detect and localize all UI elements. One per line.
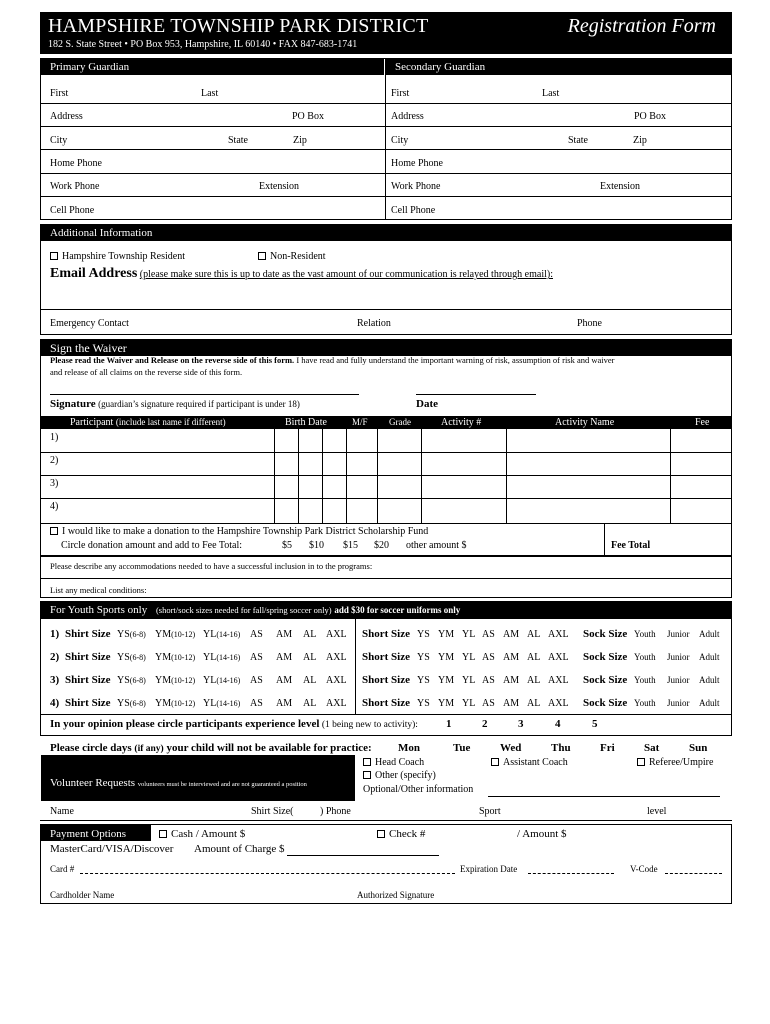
- sock-size-youth[interactable]: Youth: [634, 652, 656, 662]
- youth-short-sock-row: [362, 651, 730, 665]
- experience-label: In your opinion please circle participants experience level: [50, 718, 320, 730]
- donation-line2: Circle donation amount and add to Fee Total:: [61, 540, 243, 551]
- vcode-label: V-Code: [630, 864, 658, 874]
- shirt-size-ym[interactable]: YM(10-12): [155, 629, 196, 640]
- secondary-city-label: City: [391, 135, 409, 146]
- activity-name-header: Activity Name: [555, 417, 615, 428]
- mf-header: M/F: [352, 417, 368, 427]
- shirt-size-al[interactable]: AL: [303, 698, 317, 709]
- email-line[interactable]: [41, 309, 731, 310]
- payment-heading: Payment Options: [50, 828, 127, 840]
- secondary-work-phone-line[interactable]: [386, 196, 731, 197]
- short-size-label: Short Size: [362, 674, 410, 686]
- youth-sports-bold-note: add $30 for soccer uniforms only: [334, 605, 461, 615]
- fee-total-label: Fee Total: [611, 540, 651, 551]
- table-col-divider: [298, 429, 299, 523]
- shirt-size-label: Shirt Size: [65, 674, 111, 686]
- day-wed[interactable]: Wed: [500, 742, 522, 754]
- accommodations-label: Please describe any accommodations needed to have a successful inclusion in to the programs:: [50, 561, 373, 571]
- experience-level-2[interactable]: 2: [482, 718, 488, 730]
- short-size-as[interactable]: AS: [482, 652, 495, 663]
- optional-info-line[interactable]: [488, 796, 720, 797]
- volunteer-info-line[interactable]: [40, 820, 732, 821]
- short-size-yl[interactable]: YL: [462, 629, 476, 640]
- experience-row: [50, 718, 418, 730]
- short-size-label: Short Size: [362, 651, 410, 663]
- cash-label: Cash / Amount $: [171, 828, 246, 840]
- vcode-field[interactable]: [665, 872, 722, 874]
- activity-number-header: Activity #: [441, 417, 482, 428]
- primary-work-phone-label: Work Phone: [50, 181, 100, 192]
- donation-checkbox[interactable]: [50, 527, 58, 535]
- participant-header: [70, 417, 226, 428]
- short-size-yl[interactable]: YL: [462, 675, 476, 686]
- youth-shirt-row: [50, 651, 350, 665]
- card-types-label: MasterCard/VISA/Discover: [50, 843, 174, 855]
- shirt-size-ym[interactable]: YM(10-12): [155, 652, 196, 663]
- resident-checkbox[interactable]: [50, 252, 58, 260]
- donation-text: I would like to make a donation to the Hampshire Township Park District Scholarship Fund: [62, 526, 429, 537]
- secondary-home-phone-label: Home Phone: [391, 158, 443, 169]
- volunteer-phone-label: ) Phone: [320, 806, 351, 817]
- short-size-axl[interactable]: AXL: [548, 652, 569, 663]
- primary-state-label: State: [228, 135, 248, 146]
- sock-size-junior[interactable]: Junior: [667, 652, 690, 662]
- short-size-ym[interactable]: YM: [438, 698, 455, 709]
- signature-line[interactable]: [50, 394, 359, 395]
- referee-label: Referee/Umpire: [649, 757, 714, 768]
- day-tue[interactable]: Tue: [453, 742, 471, 754]
- email-row: [50, 266, 553, 282]
- table-col-divider: [322, 429, 323, 523]
- email-note: (please make sure this is up to date as the vast amount of our communication is relayed through email):: [139, 269, 553, 280]
- waiver-bold-text: Please read the Waiver and Release on the reverse side of this form.: [50, 355, 295, 365]
- table-row-line: [41, 498, 731, 499]
- experience-note: (1 being new to activity):: [321, 720, 418, 730]
- secondary-address-label: Address: [391, 111, 424, 122]
- additional-info-heading: Additional Information: [41, 225, 731, 241]
- birth-date-header: Birth Date: [285, 417, 327, 428]
- short-size-axl[interactable]: AXL: [548, 675, 569, 686]
- other-checkbox[interactable]: [363, 771, 371, 779]
- accommodations-line[interactable]: [41, 578, 731, 579]
- waiver-text: [50, 355, 615, 365]
- shirt-size-as[interactable]: AS: [250, 698, 263, 709]
- experience-level-3[interactable]: 3: [518, 718, 524, 730]
- email-label: Email Address: [50, 266, 138, 281]
- youth-short-sock-row: [362, 697, 730, 711]
- head-coach-checkbox[interactable]: [363, 758, 371, 766]
- volunteer-level-label: level: [647, 806, 667, 817]
- short-size-axl[interactable]: AXL: [548, 629, 569, 640]
- check-amount-label: / Amount $: [517, 828, 567, 840]
- experience-level-1[interactable]: 1: [446, 718, 452, 730]
- secondary-extension-label: Extension: [600, 181, 640, 192]
- short-size-al[interactable]: AL: [527, 698, 541, 709]
- shirt-size-label: Shirt Size: [65, 697, 111, 709]
- secondary-zip-label: Zip: [633, 135, 647, 146]
- youth-short-sock-row: [362, 674, 730, 688]
- primary-home-phone-line[interactable]: [41, 173, 385, 174]
- day-sun[interactable]: Sun: [689, 742, 708, 754]
- secondary-home-phone-line[interactable]: [386, 173, 731, 174]
- shirt-size-ys[interactable]: YS(6-8): [117, 652, 146, 663]
- shirt-size-yl[interactable]: YL(14-16): [203, 698, 241, 709]
- youth-sports-note: (short/sock sizes needed for fall/spring soccer only): [155, 605, 332, 615]
- waiver-heading: Sign the Waiver: [41, 340, 731, 356]
- date-label: Date: [416, 398, 438, 410]
- youth-short-sock-row: [362, 628, 730, 642]
- days-label-2: your child will not be available for practice:: [166, 742, 372, 754]
- participant-row-label: 2): [50, 455, 59, 466]
- sock-size-label: Sock Size: [583, 651, 628, 663]
- cash-checkbox[interactable]: [159, 830, 167, 838]
- secondary-city-line[interactable]: [386, 149, 731, 150]
- short-size-axl[interactable]: AXL: [548, 698, 569, 709]
- organization-address: 182 S. State Street • PO Box 953, Hampshire, IL 60140 • FAX 847-683-1741: [48, 39, 358, 50]
- table-col-divider: [377, 429, 378, 523]
- head-coach-option: [363, 757, 424, 768]
- sock-size-junior[interactable]: Junior: [667, 629, 690, 639]
- sock-size-youth[interactable]: Youth: [634, 675, 656, 685]
- short-size-label: Short Size: [362, 628, 410, 640]
- amount-charge-line[interactable]: [287, 855, 439, 856]
- form-header: [40, 12, 732, 54]
- secondary-last-label: Last: [542, 88, 560, 99]
- primary-cell-phone-label: Cell Phone: [50, 205, 95, 216]
- non-resident-label: Non-Resident: [270, 251, 326, 262]
- shirt-size-am[interactable]: AM: [276, 629, 293, 640]
- primary-first-label: First: [50, 88, 69, 99]
- expiration-date-label: Expiration Date: [460, 864, 518, 874]
- non-resident-option: [258, 251, 326, 262]
- secondary-first-label: First: [391, 88, 410, 99]
- cash-option: [159, 828, 245, 840]
- shirt-size-as[interactable]: AS: [250, 629, 263, 640]
- table-col-divider: [506, 429, 507, 523]
- resident-option: [50, 251, 185, 262]
- shirt-size-yl[interactable]: YL(14-16): [203, 652, 241, 663]
- medical-label: List any medical conditions:: [50, 585, 147, 595]
- primary-home-phone-label: Home Phone: [50, 158, 102, 169]
- secondary-work-phone-label: Work Phone: [391, 181, 441, 192]
- secondary-po-box-label: PO Box: [634, 111, 666, 122]
- check-checkbox[interactable]: [377, 830, 385, 838]
- amount-charge-label: Amount of Charge $: [194, 843, 285, 855]
- volunteer-heading: Volunteer Requests: [50, 777, 136, 789]
- short-size-as[interactable]: AS: [482, 698, 495, 709]
- non-resident-checkbox[interactable]: [258, 252, 266, 260]
- short-size-as[interactable]: AS: [482, 675, 495, 686]
- fee-header: Fee: [695, 417, 710, 428]
- shirt-size-al[interactable]: AL: [303, 675, 317, 686]
- shirt-size-axl[interactable]: AXL: [326, 652, 347, 663]
- short-size-al[interactable]: AL: [527, 629, 541, 640]
- shirt-size-al[interactable]: AL: [303, 652, 317, 663]
- short-size-ys[interactable]: YS: [417, 652, 430, 663]
- participant-header-note: (include last name if different): [115, 417, 226, 427]
- sock-size-label: Sock Size: [583, 674, 628, 686]
- short-size-label: Short Size: [362, 697, 410, 709]
- short-size-ys[interactable]: YS: [417, 698, 430, 709]
- youth-shirt-row: [50, 628, 350, 642]
- short-size-ym[interactable]: YM: [438, 629, 455, 640]
- youth-sports-heading: [41, 602, 731, 619]
- table-col-divider: [274, 429, 275, 523]
- organization-title: HAMPSHIRE TOWNSHIP PARK DISTRICT: [48, 15, 429, 37]
- guardian-divider: [385, 59, 386, 219]
- short-size-yl[interactable]: YL: [462, 698, 476, 709]
- days-row: [50, 742, 372, 754]
- participant-row-label: 4): [50, 501, 59, 512]
- short-size-yl[interactable]: YL: [462, 652, 476, 663]
- secondary-address-line[interactable]: [386, 126, 731, 127]
- grade-header: Grade: [389, 417, 411, 427]
- table-row-line: [41, 452, 731, 453]
- primary-work-phone-line[interactable]: [41, 196, 385, 197]
- table-col-divider: [346, 429, 347, 523]
- row-number: 2): [50, 651, 60, 663]
- short-size-am[interactable]: AM: [503, 698, 520, 709]
- primary-city-line[interactable]: [41, 149, 385, 150]
- sock-size-junior[interactable]: Junior: [667, 698, 690, 708]
- short-size-ym[interactable]: YM: [438, 675, 455, 686]
- primary-zip-label: Zip: [293, 135, 307, 146]
- primary-extension-label: Extension: [259, 181, 299, 192]
- shirt-size-label: Shirt Size: [65, 628, 111, 640]
- primary-name-line[interactable]: [41, 103, 385, 104]
- participant-row-label: 3): [50, 478, 59, 489]
- secondary-name-line[interactable]: [386, 103, 731, 104]
- experience-divider: [41, 714, 731, 715]
- assistant-coach-checkbox[interactable]: [491, 758, 499, 766]
- day-mon[interactable]: Mon: [398, 742, 420, 754]
- referee-checkbox[interactable]: [637, 758, 645, 766]
- authorized-signature-label: Authorized Signature: [357, 890, 435, 900]
- primary-city-label: City: [50, 135, 68, 146]
- row-number: 3): [50, 674, 60, 686]
- emergency-contact-label: Emergency Contact: [50, 318, 129, 329]
- secondary-state-label: State: [568, 135, 588, 146]
- short-size-as[interactable]: AS: [482, 629, 495, 640]
- shirt-size-yl[interactable]: YL(14-16): [203, 675, 241, 686]
- date-line[interactable]: [416, 394, 536, 395]
- check-option: [377, 828, 425, 840]
- table-col-divider: [421, 429, 422, 523]
- youth-sports-divider: [355, 619, 356, 715]
- short-size-am[interactable]: AM: [503, 675, 520, 686]
- other-option: [363, 770, 436, 781]
- head-coach-label: Head Coach: [375, 757, 425, 768]
- sock-size-label: Sock Size: [583, 697, 628, 709]
- table-col-divider: [670, 429, 671, 523]
- short-size-am[interactable]: AM: [503, 652, 520, 663]
- waiver-text-line2: and release of all claims on the reverse side of this form.: [50, 367, 243, 377]
- sock-size-adult[interactable]: Adult: [699, 629, 720, 639]
- donation-amount-20[interactable]: $20: [374, 540, 389, 551]
- shirt-size-am[interactable]: AM: [276, 652, 293, 663]
- shirt-size-axl[interactable]: AXL: [326, 698, 347, 709]
- days-note: (if any): [134, 744, 164, 754]
- day-fri[interactable]: Fri: [600, 742, 615, 754]
- experience-level-4[interactable]: 4: [555, 718, 561, 730]
- short-size-am[interactable]: AM: [503, 629, 520, 640]
- card-number-field[interactable]: [80, 872, 455, 874]
- donation-amount-15[interactable]: $15: [343, 540, 358, 551]
- days-label: Please circle days: [50, 742, 132, 754]
- volunteer-shirt-size-label: Shirt Size(: [251, 806, 294, 817]
- youth-shirt-row: [50, 674, 350, 688]
- youth-sports-section: [40, 601, 732, 736]
- phone-label: Phone: [577, 318, 602, 329]
- volunteer-note: volunteers must be interviewed and are not guaranteed a position: [137, 781, 307, 788]
- primary-guardian-heading: Primary Guardian: [41, 59, 384, 75]
- volunteer-name-label: Name: [50, 806, 74, 817]
- row-number: 4): [50, 697, 60, 709]
- volunteer-heading-row: [50, 777, 307, 789]
- shirt-size-am[interactable]: AM: [276, 698, 293, 709]
- sock-size-youth[interactable]: Youth: [634, 629, 656, 639]
- youth-sports-title: For Youth Sports only: [50, 604, 148, 616]
- signature-row: [50, 398, 300, 410]
- check-label: Check #: [389, 828, 426, 840]
- donation-other-amount: other amount $: [406, 540, 467, 551]
- shirt-size-al[interactable]: AL: [303, 629, 317, 640]
- row-number: 1): [50, 628, 60, 640]
- other-label: Other (specify): [375, 770, 436, 781]
- participant-row-label: 1): [50, 432, 59, 443]
- sock-size-junior[interactable]: Junior: [667, 675, 690, 685]
- short-size-ys[interactable]: YS: [417, 675, 430, 686]
- resident-label: Hampshire Township Resident: [62, 251, 185, 262]
- signature-label: Signature: [50, 398, 96, 410]
- assistant-coach-label: Assistant Coach: [503, 757, 568, 768]
- donation-amount-5[interactable]: $5: [282, 540, 292, 551]
- participant-header-label: Participant: [70, 417, 114, 428]
- primary-last-label: Last: [201, 88, 219, 99]
- form-title: Registration Form: [567, 15, 716, 37]
- shirt-size-yl[interactable]: YL(14-16): [203, 629, 241, 640]
- donation-line1: [50, 526, 428, 537]
- short-size-ym[interactable]: YM: [438, 652, 455, 663]
- optional-info-label: Optional/Other information: [363, 784, 474, 795]
- short-size-al[interactable]: AL: [527, 652, 541, 663]
- primary-address-label: Address: [50, 111, 83, 122]
- sock-size-adult[interactable]: Adult: [699, 652, 720, 662]
- shirt-size-ym[interactable]: YM(10-12): [155, 675, 196, 686]
- shirt-size-axl[interactable]: AXL: [326, 629, 347, 640]
- waiver-text-body: I have read and fully understand the important warning of risk, assumption of risk and waiver: [294, 355, 615, 365]
- youth-shirt-row: [50, 697, 350, 711]
- card-number-label: Card #: [50, 864, 75, 874]
- referee-option: [637, 757, 713, 768]
- day-sat[interactable]: Sat: [644, 742, 660, 754]
- sock-size-label: Sock Size: [583, 628, 628, 640]
- shirt-size-ys[interactable]: YS(6-8): [117, 629, 146, 640]
- donation-amount-10[interactable]: $10: [309, 540, 324, 551]
- shirt-size-ys[interactable]: YS(6-8): [117, 698, 146, 709]
- shirt-size-label: Shirt Size: [65, 651, 111, 663]
- relation-label: Relation: [357, 318, 391, 329]
- sock-size-youth[interactable]: Youth: [634, 698, 656, 708]
- sock-size-adult[interactable]: Adult: [699, 675, 720, 685]
- sock-size-adult[interactable]: Adult: [699, 698, 720, 708]
- day-thu[interactable]: Thu: [551, 742, 571, 754]
- assistant-coach-option: [491, 757, 568, 768]
- shirt-size-as[interactable]: AS: [250, 652, 263, 663]
- primary-address-line[interactable]: [41, 126, 385, 127]
- expiration-date-field[interactable]: [528, 872, 614, 874]
- secondary-cell-phone-label: Cell Phone: [391, 205, 436, 216]
- table-row-line: [41, 475, 731, 476]
- primary-po-box-label: PO Box: [292, 111, 324, 122]
- shirt-size-ys[interactable]: YS(6-8): [117, 675, 146, 686]
- shirt-size-axl[interactable]: AXL: [326, 675, 347, 686]
- volunteer-sport-label: Sport: [479, 806, 501, 817]
- short-size-ys[interactable]: YS: [417, 629, 430, 640]
- shirt-size-am[interactable]: AM: [276, 675, 293, 686]
- short-size-al[interactable]: AL: [527, 675, 541, 686]
- experience-level-5[interactable]: 5: [592, 718, 598, 730]
- secondary-guardian-heading: Secondary Guardian: [386, 59, 731, 75]
- signature-note: (guardian’s signature required if participant is under 18): [98, 399, 300, 409]
- shirt-size-as[interactable]: AS: [250, 675, 263, 686]
- cardholder-name-label: Cardholder Name: [50, 890, 115, 900]
- shirt-size-ym[interactable]: YM(10-12): [155, 698, 196, 709]
